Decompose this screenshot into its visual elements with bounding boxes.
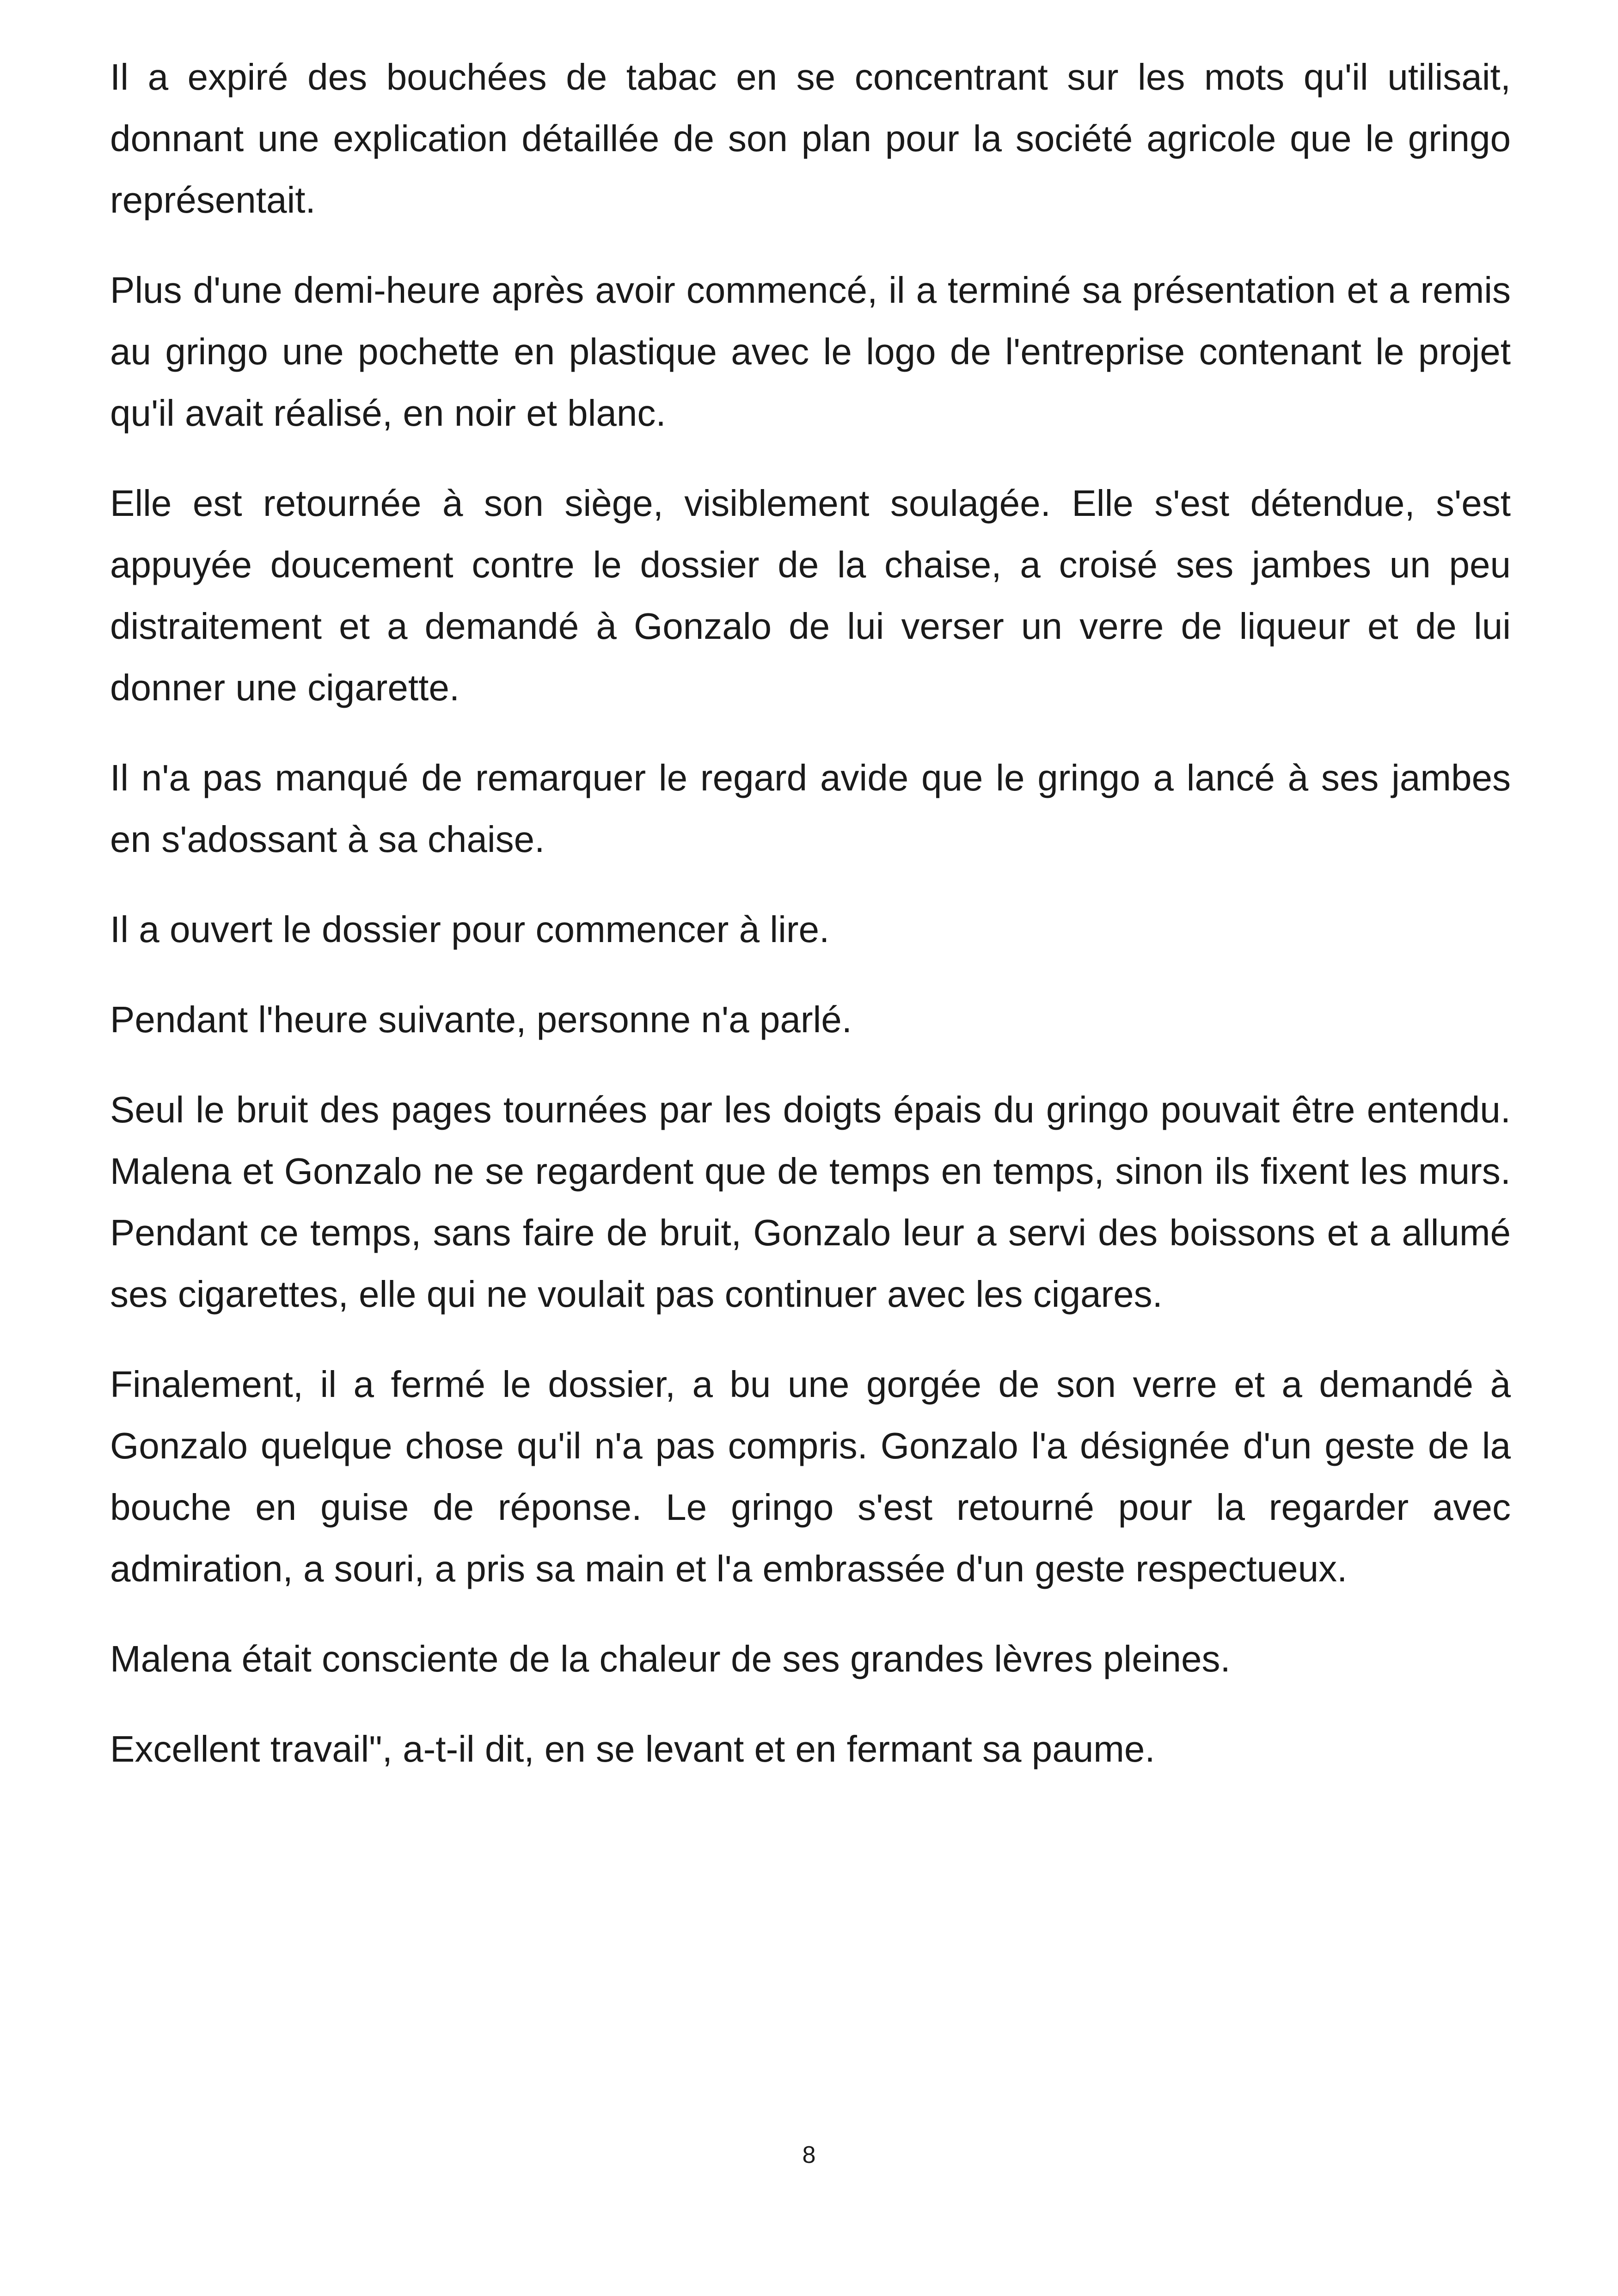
paragraph: Malena était consciente de la chaleur de ses grandes lèvres pleines.	[110, 1638, 1231, 1679]
paragraph: Elle est retournée à son siège, visiblement soulagée. Elle s'est détendue, s'est appuyée doucement contre le dossier de la chaise, a croisé ses jambes un peu distraitement et a demandé à Gonzalo de lui verser un verre de liqueur et de lui donner une cigarette.	[110, 483, 1511, 708]
paragraph: Seul le bruit des pages tournées par les doigts épais du gringo pouvait être entendu. Malena et Gonzalo ne se regardent que de temps en temps, sinon ils fixent les murs. Pendant ce temps, sans faire de bruit, Gonzalo leur a servi des boissons et a allumé ses cigarettes, elle qui ne voulait pas continuer avec les cigares.	[110, 1089, 1511, 1315]
body-text	[110, 46, 1511, 1808]
page-number: 8	[802, 2142, 816, 2168]
paragraph: Il a expiré des bouchées de tabac en se concentrant sur les mots qu'il utilisait, donnant une explication détaillée de son plan pour la société agricole que le gringo représentait.	[110, 56, 1511, 220]
paragraph: Plus d'une demi-heure après avoir commencé, il a terminé sa présentation et a remis au gringo une pochette en plastique avec le logo de l'entreprise contenant le projet qu'il avait réalisé, en noir et blanc.	[110, 269, 1511, 434]
paragraph: Finalement, il a fermé le dossier, a bu une gorgée de son verre et a demandé à Gonzalo quelque chose qu'il n'a pas compris. Gonzalo l'a désignée d'un geste de la bouche en guise de réponse. Le gringo s'est retourné pour la regarder avec admiration, a souri, a pris sa main et l'a embrassée d'un geste respectueux.	[110, 1364, 1511, 1589]
paragraph: Pendant l'heure suivante, personne n'a parlé.	[110, 999, 852, 1040]
paragraph: Il a ouvert le dossier pour commencer à lire.	[110, 909, 830, 950]
paragraph: Il n'a pas manqué de remarquer le regard avide que le gringo a lancé à ses jambes en s'adossant à sa chaise.	[110, 757, 1511, 860]
paragraph: Excellent travail", a-t-il dit, en se levant et en fermant sa paume.	[110, 1728, 1155, 1769]
